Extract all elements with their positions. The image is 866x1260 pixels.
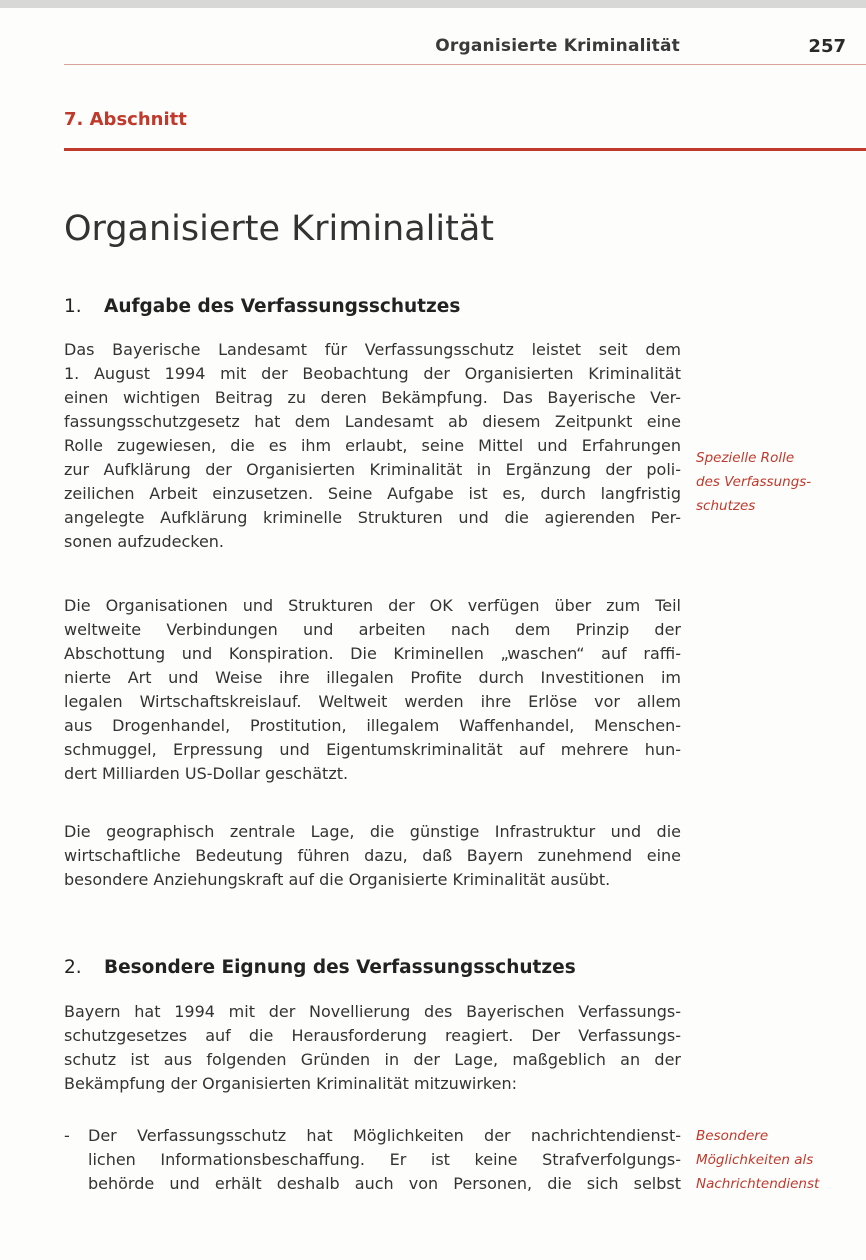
text-line: behörde und erhält deshalb auch von Personen, die sich selbst: [88, 1174, 681, 1193]
text-line: schutzgesetzes auf die Herausforderung reagiert. Der Verfassungs-: [64, 1026, 681, 1045]
subheading-number: 2.: [64, 957, 82, 978]
text-line: Rolle zugewiesen, die es ihm erlaubt, seine Mittel und Erfahrungen: [64, 436, 681, 455]
running-header-title: Organisierte Kriminalität: [435, 36, 680, 56]
text-line: Bayern hat 1994 mit der Novellierung des Bayerischen Verfassungs-: [64, 1002, 681, 1021]
text-line: wirtschaftliche Bedeutung führen dazu, daß Bayern zunehmend eine: [64, 846, 681, 865]
margin-note-line: des Verfassungs-: [696, 474, 812, 490]
margin-note-line: schutzes: [696, 498, 756, 514]
text-line: dert Milliarden US-Dollar geschätzt.: [64, 764, 349, 783]
text-line: Die geographisch zentrale Lage, die günstige Infrastruktur und die: [64, 822, 681, 841]
margin-note-line: Nachrichtendienst: [696, 1176, 820, 1192]
text-line: Der Verfassungsschutz hat Möglichkeiten der nachrichtendienst-: [88, 1126, 681, 1145]
paragraph-2-1: [64, 1000, 681, 1096]
text-line: schutz ist aus folgenden Gründen in der Lage, maßgeblich an der: [64, 1050, 681, 1069]
bullet-item: [64, 1124, 681, 1196]
header-rule: [64, 64, 866, 65]
text-line: weltweite Verbindungen und arbeiten nach dem Prinzip der: [64, 620, 681, 639]
text-line: angelegte Aufklärung kriminelle Strukturen und die agierenden Per-: [64, 508, 681, 527]
text-line: einen wichtigen Beitrag zu deren Bekämpfung. Das Bayerische Ver-: [64, 388, 681, 407]
text-line: legalen Wirtschaftskreislauf. Weltweit werden ihre Erlöse vor allem: [64, 692, 681, 711]
text-line: Abschottung und Konspiration. Die Kriminellen „waschen“ auf raffi-: [64, 644, 681, 663]
page-number: 257: [808, 36, 846, 57]
paragraph-1-1: [64, 338, 681, 554]
margin-note-2: [696, 1124, 819, 1196]
section-rule: [64, 148, 866, 151]
paragraph-1-3: [64, 820, 681, 892]
bullet-text: [88, 1124, 681, 1196]
margin-note-line: Spezielle Rolle: [696, 450, 795, 466]
section-label: 7. Abschnitt: [64, 109, 187, 130]
text-line: zur Aufklärung der Organisierten Kriminalität in Ergänzung der poli-: [64, 460, 681, 479]
subheading-text: Besondere Eignung des Verfassungsschutzes: [104, 957, 576, 978]
text-line: Das Bayerische Landesamt für Verfassungsschutz leistet seit dem: [64, 340, 681, 359]
text-line: sonen aufzudecken.: [64, 532, 225, 551]
page-top-edge: [0, 0, 866, 8]
margin-note-line: Möglichkeiten als: [696, 1152, 814, 1168]
text-line: zeilichen Arbeit einzusetzen. Seine Aufgabe ist es, durch langfristig: [64, 484, 681, 503]
subheading-1: [64, 296, 460, 317]
paragraph-1-2: [64, 594, 681, 786]
subheading-2: [64, 957, 576, 978]
subheading-text: Aufgabe des Verfassungsschutzes: [104, 296, 461, 317]
chapter-title: Organisierte Kriminalität: [64, 209, 495, 249]
text-line: Die Organisationen und Strukturen der OK verfügen über zum Teil: [64, 596, 681, 615]
text-line: 1. August 1994 mit der Beobachtung der Organisierten Kriminalität: [64, 364, 681, 383]
text-line: fassungsschutzgesetz hat dem Landesamt ab diesem Zeitpunkt eine: [64, 412, 681, 431]
text-line: nierte Art und Weise ihre illegalen Profite durch Investitionen im: [64, 668, 681, 687]
text-line: lichen Informationsbeschaffung. Er ist keine Strafverfolgungs-: [88, 1150, 681, 1169]
margin-note-1: [696, 446, 811, 518]
text-line: besondere Anziehungskraft auf die Organisierte Kriminalität ausübt.: [64, 870, 611, 889]
text-line: Bekämpfung der Organisierten Kriminalität mitzuwirken:: [64, 1074, 517, 1093]
text-line: schmuggel, Erpressung und Eigentumskriminalität auf mehrere hun-: [64, 740, 681, 759]
subheading-number: 1.: [64, 296, 82, 317]
bullet-marker: -: [64, 1126, 70, 1145]
text-line: aus Drogenhandel, Prostitution, illegalem Waffenhandel, Menschen-: [64, 716, 681, 735]
margin-note-line: Besondere: [696, 1128, 769, 1144]
